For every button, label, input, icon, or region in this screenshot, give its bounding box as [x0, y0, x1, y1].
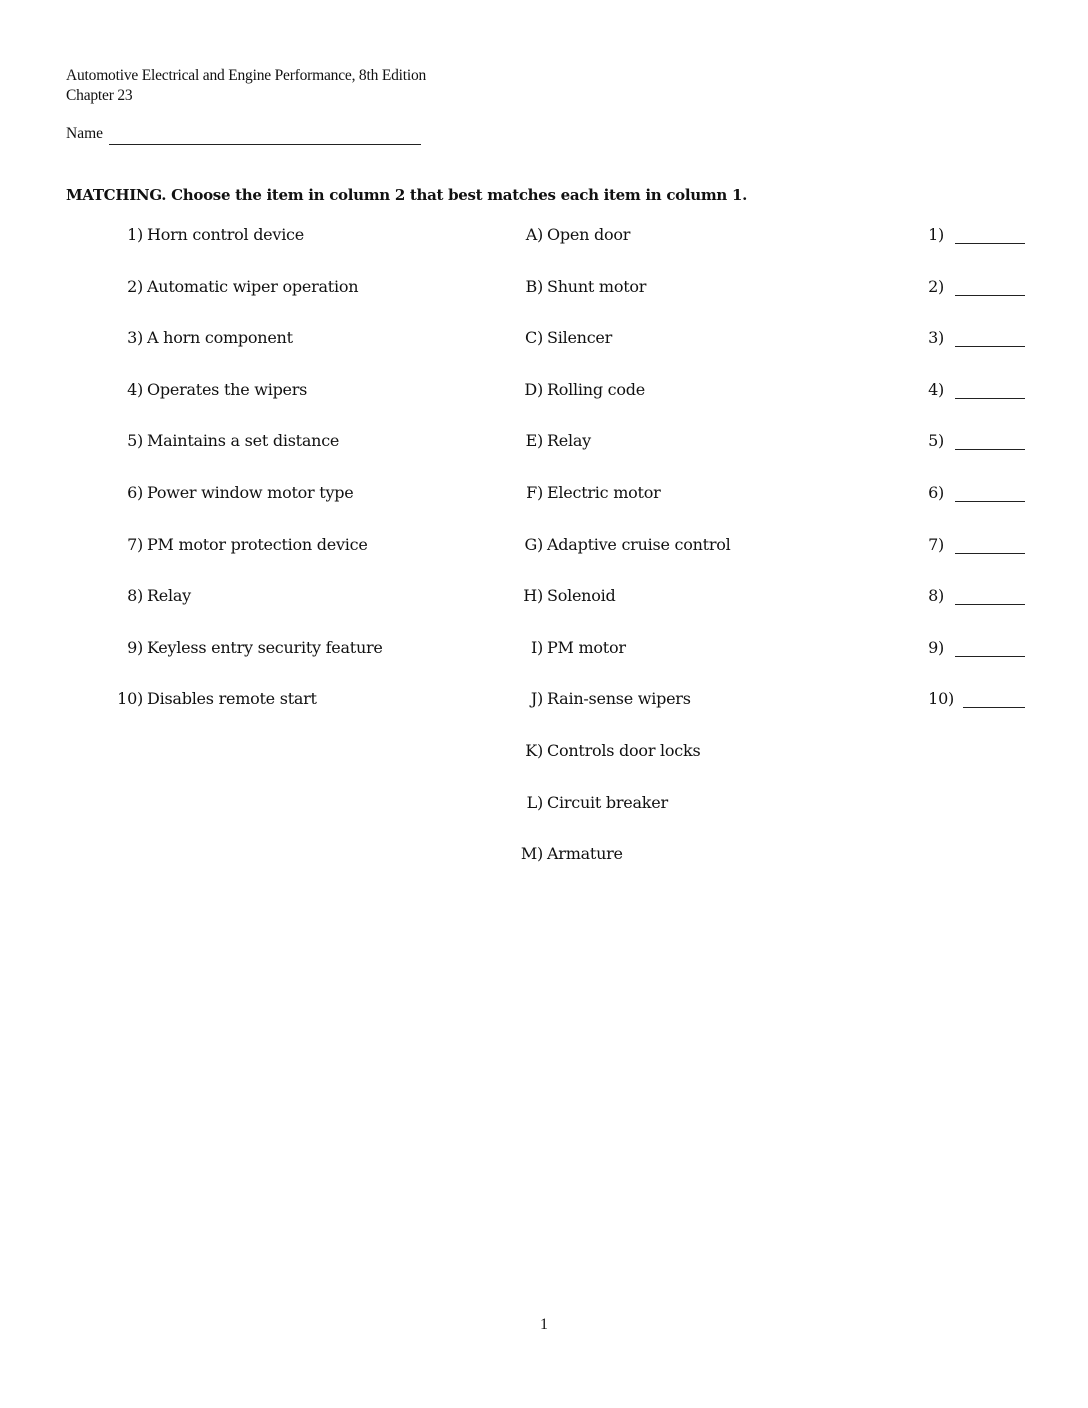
column2-item: Rain-sense wipers	[547, 689, 691, 709]
column1-item: Relay	[147, 586, 191, 606]
chapter-label: Chapter 23	[66, 87, 133, 104]
column2-item: Open door	[547, 225, 631, 244]
name-row	[66, 124, 103, 144]
answer-number: 6)	[928, 483, 944, 502]
column2-item: Electric motor	[547, 483, 661, 502]
column2-letter: D)	[524, 379, 543, 399]
column2-letter: E)	[525, 431, 543, 451]
answer-blank[interactable]	[955, 346, 1025, 347]
matching-instructions: MATCHING. Choose the item in column 2 that best matches each item in column 1.	[66, 186, 748, 204]
answer-blank[interactable]	[955, 553, 1025, 554]
column1-number: 3)	[127, 328, 143, 348]
column2-letter: I)	[530, 637, 543, 657]
column1-item: Power window motor type	[147, 483, 354, 502]
answer-number: 9)	[928, 637, 944, 657]
column1-number: 7)	[127, 534, 143, 554]
name-field[interactable]	[109, 144, 421, 145]
column1-item: PM motor protection device	[147, 534, 368, 554]
column1-number: 5)	[127, 431, 143, 451]
column2-letter: A)	[525, 225, 543, 244]
column1-number: 8)	[127, 586, 143, 606]
column2-item: Solenoid	[547, 586, 616, 606]
column1-item: Maintains a set distance	[147, 431, 340, 451]
answer-blank[interactable]	[955, 604, 1025, 605]
column2-item: Silencer	[547, 328, 613, 348]
answer-blank[interactable]	[955, 501, 1025, 502]
column1-number: 9)	[127, 637, 143, 657]
answer-blank[interactable]	[955, 295, 1025, 296]
column2-item: Armature	[547, 844, 623, 864]
answer-number: 8)	[928, 586, 944, 606]
column1-item: A horn component	[147, 328, 293, 348]
column1-item: Disables remote start	[147, 689, 317, 709]
column1-number: 1)	[127, 225, 143, 244]
answer-number: 2)	[928, 276, 944, 296]
column1-number: 2)	[127, 276, 143, 296]
answer-number: 4)	[928, 379, 944, 399]
column1-item: Automatic wiper operation	[147, 276, 359, 296]
answer-number: 10)	[928, 689, 954, 709]
answer-blank[interactable]	[955, 449, 1025, 450]
column2-letter: J)	[530, 689, 543, 709]
column1-number: 6)	[127, 483, 143, 502]
name-label: Name	[66, 125, 104, 142]
answer-blank[interactable]	[955, 398, 1025, 399]
page-number: 1	[540, 1316, 548, 1333]
answer-number: 3)	[928, 328, 944, 348]
answer-number: 5)	[928, 431, 944, 451]
column2-letter: L)	[526, 792, 543, 812]
answer-blank[interactable]	[955, 656, 1025, 657]
column2-letter: H)	[523, 586, 543, 606]
column2-letter: M)	[520, 844, 543, 864]
column2-letter: B)	[525, 276, 543, 296]
column1-item: Horn control device	[147, 225, 304, 244]
column2-letter: K)	[525, 741, 543, 760]
column2-item: Adaptive cruise control	[547, 534, 731, 554]
column1-item: Keyless entry security feature	[147, 637, 383, 657]
answer-blank[interactable]	[963, 707, 1025, 708]
column2-item: Shunt motor	[547, 276, 647, 296]
answer-blank[interactable]	[955, 243, 1025, 244]
column2-letter: C)	[525, 328, 543, 348]
column2-letter: G)	[524, 534, 543, 554]
column2-item: Relay	[547, 431, 591, 451]
column2-item: Circuit breaker	[547, 792, 668, 812]
column1-item: Operates the wipers	[147, 379, 308, 399]
answer-number: 7)	[928, 534, 944, 554]
answer-number: 1)	[928, 225, 944, 244]
column1-number: 10)	[117, 689, 143, 709]
column2-item: PM motor	[547, 637, 626, 657]
book-title: Automotive Electrical and Engine Performance, 8th Edition	[66, 67, 427, 84]
column2-letter: F)	[526, 483, 543, 502]
column2-item: Controls door locks	[547, 741, 701, 760]
column2-item: Rolling code	[547, 379, 645, 399]
column1-number: 4)	[127, 379, 143, 399]
